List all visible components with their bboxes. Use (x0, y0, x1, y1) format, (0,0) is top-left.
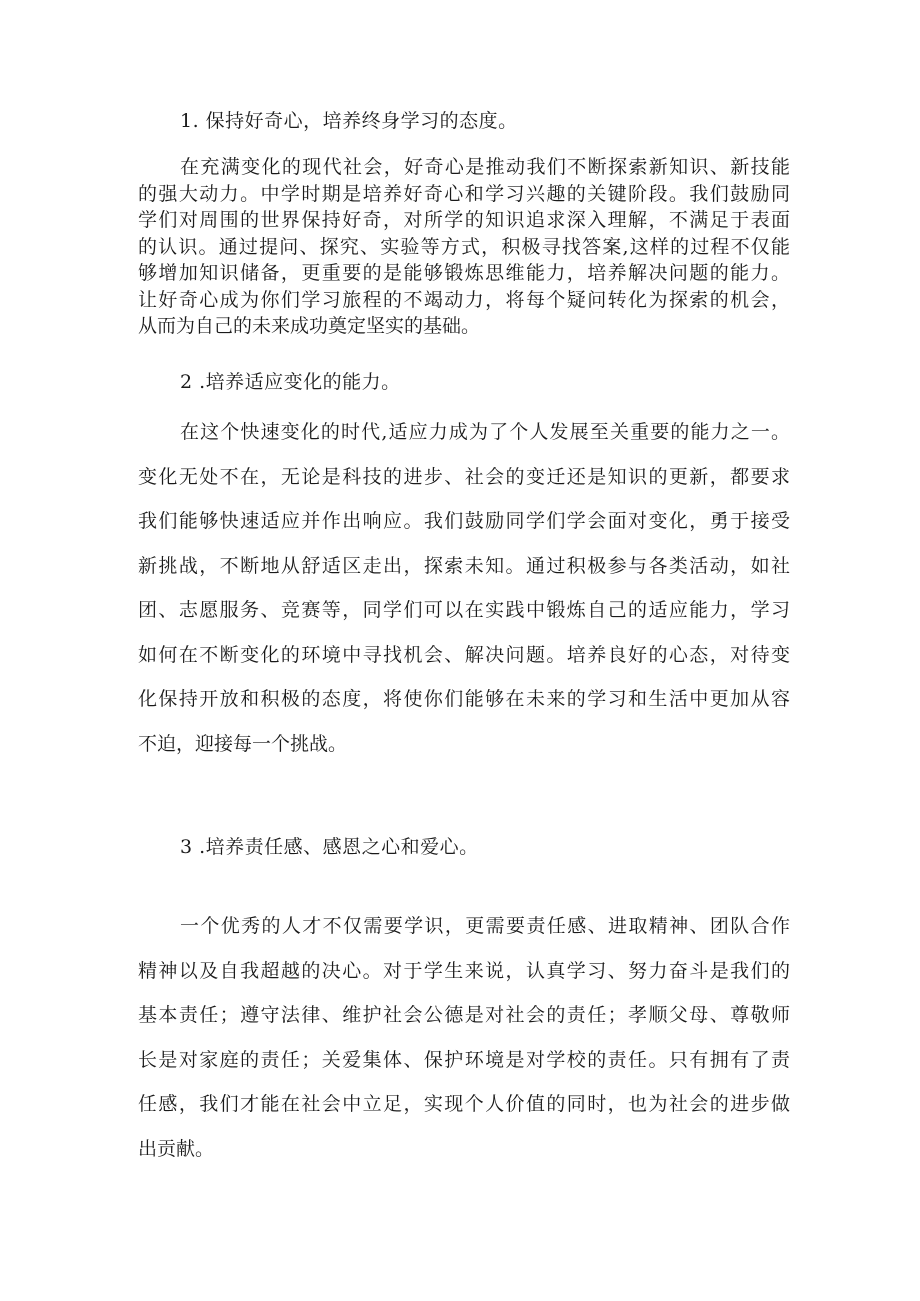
section-paragraph-1 (138, 154, 790, 340)
paragraph-line: 学们对周围的世界保持好奇，对所学的知识追求深入理解，不满足于表面 (138, 209, 790, 231)
paragraph-line: 新挑战，不断地从舒适区走出，探索未知。通过积极参与各类活动，如社 (138, 554, 790, 577)
paragraph-line: 在充满变化的现代社会，好奇心是推动我们不断探索新知识、新技能 (180, 156, 790, 178)
paragraph-line: 的认识。通过提问、探究、实验等方式，积极寻找答案,这样的过程不仅能 (138, 235, 790, 258)
paragraph-line: 不迫，迎接每一个挑战。 (138, 732, 348, 755)
paragraph-line: 化保持开放和积极的态度，将使你们能够在未来的学习和生活中更加从容 (138, 688, 790, 710)
section-paragraph-3 (138, 904, 790, 1171)
paragraph-line: 我们能够快速适应并作出响应。我们鼓励同学们学会面对变化，勇于接受 (138, 510, 790, 532)
paragraph-line: 长是对家庭的责任；关爱集体、保护环境是对学校的责任。只有拥有了责 (138, 1048, 790, 1071)
paragraph-line: 任感，我们才能在社会中立足，实现个人价值的同时，也为社会的进步做 (138, 1093, 790, 1115)
paragraph-line: 精神以及自我超越的决心。对于学生来说，认真学习、努力奋斗是我们的 (138, 959, 790, 982)
section-paragraph-2 (138, 410, 790, 766)
paragraph-line: 在这个快速变化的时代,适应力成为了个人发展至关重要的能力之一。 (180, 421, 790, 443)
paragraph-line: 出贡献。 (138, 1137, 215, 1160)
paragraph-line: 够增加知识储备，更重要的是能够锻炼思维能力，培养解决问题的能力。 (138, 262, 790, 284)
paragraph-line: 的强大动力。中学时期是培养好奇心和学习兴趣的关键阶段。我们鼓励同 (138, 182, 790, 205)
section-heading-1: 1. 保持好奇心，培养终身学习的态度。 (180, 110, 518, 132)
section-heading-2: 2 .培养适应变化的能力。 (180, 371, 401, 393)
section-heading-3: 3 .培养责任感、感恩之心和爱心。 (180, 836, 479, 858)
paragraph-line: 基本责任；遵守法律、维护社会公德是对社会的责任；孝顺父母、尊敬师 (138, 1004, 790, 1026)
paragraph-line: 一个优秀的人才不仅需要学识，更需要责任感、进取精神、团队合作 (180, 915, 790, 937)
paragraph-line: 变化无处不在，无论是科技的进步、社会的变迁还是知识的更新，都要求 (138, 465, 790, 488)
paragraph-line: 如何在不断变化的环境中寻找机会、解决问题。培养良好的心态，对待变 (138, 643, 790, 666)
paragraph-line: 团、志愿服务、竞赛等，同学们可以在实践中锻炼自己的适应能力，学习 (138, 599, 790, 621)
paragraph-line: 从而为自己的未来成功奠定坚实的基础。 (138, 315, 481, 337)
paragraph-line: 让好奇心成为你们学习旅程的不竭动力，将每个疑问转化为探索的机会， (138, 288, 790, 311)
